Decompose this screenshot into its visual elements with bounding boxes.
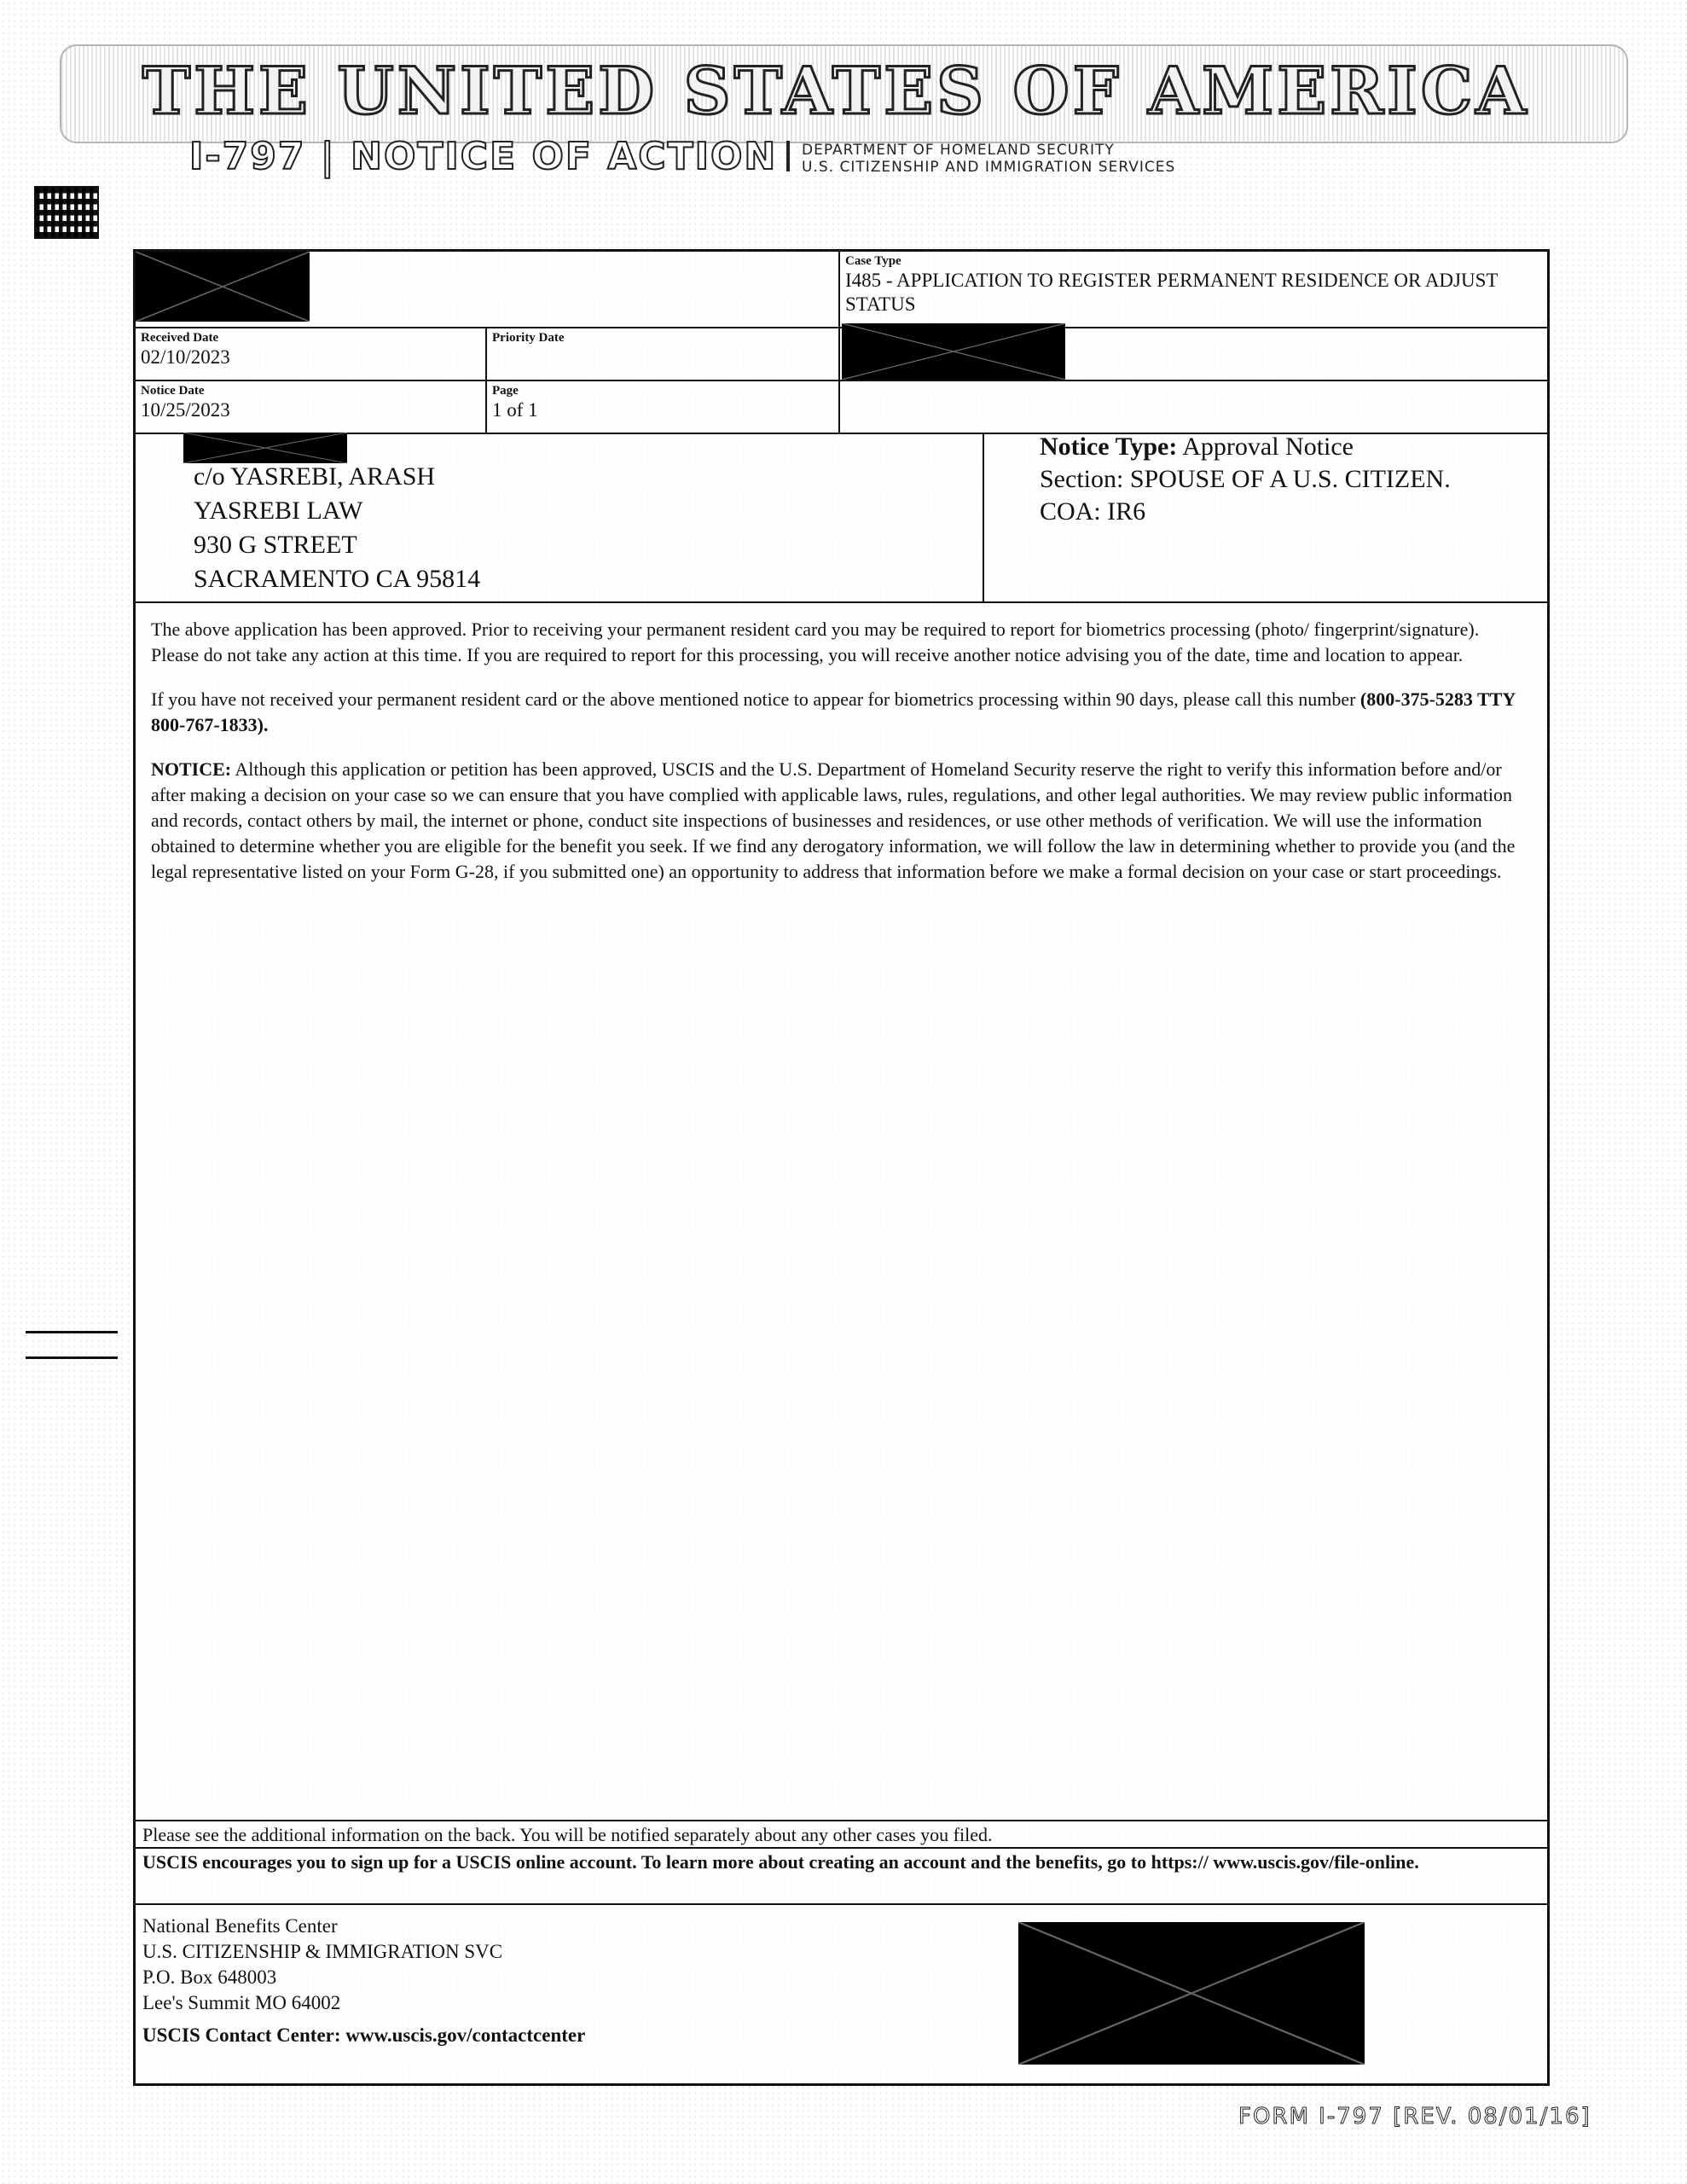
page-value: 1 of 1 <box>492 399 538 421</box>
received-date-label: Received Date <box>141 331 219 345</box>
paragraph-contact-text: If you have not received your permanent resident card or the above mentioned notice to appear for biometrics processing within 90 days, please call this number <box>151 688 1360 710</box>
notice-label: NOTICE: <box>151 758 232 780</box>
service-center-address <box>142 1914 585 2048</box>
dept-line-1: DEPARTMENT OF HOMELAND SECURITY <box>802 142 1115 159</box>
address-line-2: YASREBI LAW <box>194 497 363 525</box>
paragraph-notice <box>151 757 1528 885</box>
address-line-1: c/o YASREBI, ARASH <box>194 462 436 491</box>
form-identifier: FORM I-797 [REV. 08/01/16] <box>1238 2104 1591 2129</box>
paragraph-contact <box>151 687 1528 738</box>
office-line-2: U.S. CITIZENSHIP & IMMIGRATION SVC <box>142 1941 503 1962</box>
received-date-cell <box>136 328 487 381</box>
address-line-4: SACRAMENTO CA 95814 <box>194 565 481 593</box>
contact-center-line: USCIS Contact Center: www.uscis.gov/contactcenter <box>142 2024 586 2046</box>
received-date-value: 02/10/2023 <box>141 346 230 368</box>
page-cell <box>487 381 840 434</box>
priority-date-label: Priority Date <box>492 331 565 345</box>
notice-type-label: Notice Type: <box>1040 433 1178 461</box>
phone-numbers: (800-375-5283 TTY 800-767-1833). <box>151 688 1516 735</box>
empty-cell <box>840 381 1547 434</box>
banner-title: THE UNITED STATES OF AMERICA <box>142 53 1530 129</box>
header-divider <box>786 141 790 171</box>
office-line-3: P.O. Box 648003 <box>142 1966 277 1988</box>
priority-date-cell <box>487 328 840 381</box>
redaction-box <box>136 252 310 322</box>
notice-type-block <box>1040 431 1451 528</box>
section-text: Section: SPOUSE OF A U.S. CITIZEN. <box>1040 465 1451 493</box>
online-account-line: USCIS encourages you to sign up for a USCIS online account. To learn more about creating an account and the benefits, go to https:// www.uscis.gov/file-online. <box>136 1847 1547 1903</box>
side-mark-line <box>26 1331 118 1333</box>
paragraph-approval: The above application has been approved. Prior to receiving your permanent resident card you may be required to report for biometrics processing (photo/ fingerprint/signature). Please do not take any action at this time. If you are required to report for this processing, you will receive another notice advising you of the date, time and location to appear. <box>151 619 1480 665</box>
case-type-cell <box>840 252 1547 328</box>
address-line-3: 930 G STREET <box>194 531 357 559</box>
footer-divider <box>136 1903 1547 1908</box>
notice-text: Although this application or petition has been approved, USCIS and the U.S. Department of Homeland Security reserve the right to verify this information before and/or after making a decision on your case so we can ensure that you have complied with applicable laws, rules, regulations, and other legal authorities. We may review public information and records, contact others by mail, the internet or phone, conduct site inspections of businesses and residences, or use other methods of verification. We will use the information obtained to determine whether you are eligible for the benefit you seek. If we find any derogatory information, we will follow the law in determining whether to provide you (and the legal representative listed on your Form G-28, if you submitted one) an opportunity to address that information before we make a formal decision on your case or start proceedings. <box>151 758 1516 882</box>
mailing-address <box>194 460 480 596</box>
additional-info-line: Please see the additional information on the back. You will be notified separately about any other cases you filed. <box>136 1820 1547 1847</box>
redaction-box <box>1018 1922 1365 2065</box>
case-type-label: Case Type <box>845 254 901 268</box>
redaction-box <box>842 323 1065 380</box>
barcode-icon <box>34 186 99 239</box>
side-mark-line <box>26 1356 118 1359</box>
redaction-box <box>183 433 347 463</box>
coa-text: COA: IR6 <box>1040 497 1146 526</box>
notice-body <box>151 617 1528 903</box>
notice-type-value: Approval Notice <box>1182 433 1354 461</box>
dept-line-2: U.S. CITIZENSHIP AND IMMIGRATION SERVICES <box>802 159 1176 176</box>
notice-date-label: Notice Date <box>141 384 205 398</box>
office-line-4: Lee's Summit MO 64002 <box>142 1992 341 2013</box>
office-line-1: National Benefits Center <box>142 1915 338 1937</box>
notice-date-cell <box>136 381 487 434</box>
notice-form <box>133 249 1550 2086</box>
notice-of-action-heading: I-797 | NOTICE OF ACTION <box>189 135 778 178</box>
department-name <box>802 142 1175 176</box>
page-label: Page <box>492 384 519 398</box>
notice-date-value: 10/25/2023 <box>141 399 230 421</box>
case-type-value: I485 - APPLICATION TO REGISTER PERMANENT RESIDENCE OR ADJUST STATUS <box>845 270 1499 315</box>
